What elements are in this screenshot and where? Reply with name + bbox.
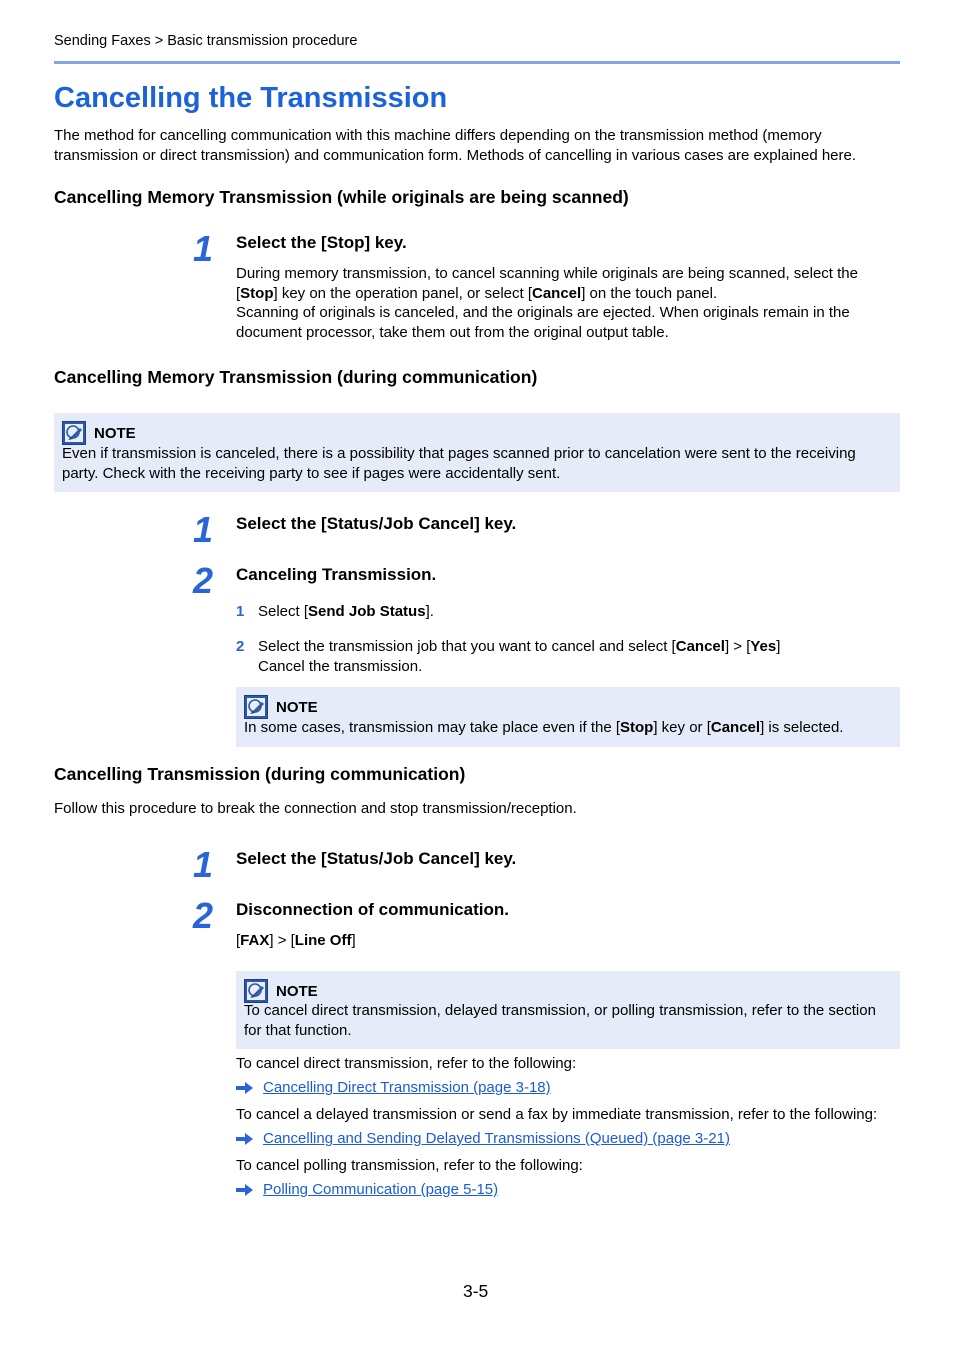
- note-pen-icon: [244, 979, 268, 1003]
- step-title: Select the [Stop] key.: [236, 233, 407, 252]
- reference-arrow-icon: [236, 1184, 253, 1196]
- sub-step: [236, 637, 900, 676]
- section-heading-memory-communication: Cancelling Memory Transmission (during communication): [54, 367, 538, 387]
- section-intro: Follow this procedure to break the connection and stop transmission/reception.: [54, 800, 577, 817]
- note-text: To cancel direct transmission, delayed transmission, or polling transmission, refer to the section for that function.: [244, 1002, 876, 1039]
- step-title: Select the [Status/Job Cancel] key.: [236, 849, 517, 868]
- sub-step-number: 1: [236, 603, 245, 620]
- reference-arrow-icon: [236, 1082, 253, 1094]
- note-header: [62, 421, 136, 445]
- breadcrumb: Sending Faxes > Basic transmission procedure: [54, 33, 358, 49]
- note-pen-icon: [62, 421, 86, 445]
- step-title: Select the [Status/Job Cancel] key.: [236, 514, 517, 533]
- step-description: During memory transmission, to cancel scanning while originals are being scanned, select the [Stop] key on the operation panel, or select [Cancel] on the touch panel. Scanning of originals is canceled, and the originals are ejected. When originals remain in the document processor, take them out from the original output table.: [236, 265, 858, 341]
- reference-intro: To cancel a delayed transmission or send a fax by immediate transmission, refer to the following:: [236, 1106, 878, 1123]
- link-cancelling-direct-transmission[interactable]: Cancelling Direct Transmission (page 3-18): [263, 1079, 551, 1096]
- note-header: [244, 979, 318, 1003]
- sub-step: [236, 602, 900, 622]
- step-number: 2: [192, 895, 214, 936]
- section-heading-transmission-communication: Cancelling Transmission (during communication): [54, 764, 466, 784]
- step-number: 1: [192, 844, 214, 885]
- page-number: 3-5: [463, 1281, 489, 1301]
- note-pen-icon: [244, 695, 268, 719]
- menu-path: [FAX] > [Line Off]: [236, 932, 356, 949]
- note-label: NOTE: [276, 982, 318, 1000]
- sub-step-text: Select [Send Job Status].: [258, 603, 434, 620]
- section-heading-memory-scanning: Cancelling Memory Transmission (while originals are being scanned): [54, 187, 629, 207]
- note-text: In some cases, transmission may take place even if the [Stop] key or [Cancel] is selected.: [244, 719, 844, 736]
- reference-intro: To cancel direct transmission, refer to the following:: [236, 1055, 577, 1072]
- page-title: Cancelling the Transmission: [54, 82, 448, 114]
- header-divider: [54, 61, 900, 64]
- note-text: Even if transmission is canceled, there is a possibility that pages scanned prior to cancelation were sent to the receiving party. Check with the receiving party to see if pages were accidentally sent.: [62, 445, 856, 482]
- step-title: Disconnection of communication.: [236, 900, 509, 919]
- reference-row: [236, 1181, 498, 1198]
- note-label: NOTE: [94, 424, 136, 442]
- note-box: [54, 413, 900, 492]
- link-polling-communication[interactable]: Polling Communication (page 5-15): [263, 1181, 499, 1198]
- reference-row: [236, 1130, 730, 1147]
- step-title: Canceling Transmission.: [236, 565, 437, 584]
- note-label: NOTE: [276, 698, 318, 716]
- step-number: 2: [192, 560, 214, 601]
- sub-step-number: 2: [236, 638, 245, 655]
- step-number: 1: [192, 509, 214, 550]
- reference-arrow-icon: [236, 1133, 253, 1145]
- intro-paragraph: The method for cancelling communication with this machine differs depending on the transmission method (memory transmission or direct transmission) and communication form. Methods of cancelling in various cases are explained here.: [54, 127, 857, 164]
- reference-intro: To cancel polling transmission, refer to the following:: [236, 1157, 583, 1174]
- reference-row: [236, 1079, 551, 1096]
- note-header: [244, 695, 318, 719]
- note-box: [236, 687, 900, 747]
- link-delayed-transmissions[interactable]: Cancelling and Sending Delayed Transmissions (Queued) (page 3-21): [263, 1130, 730, 1147]
- note-box: [236, 971, 900, 1049]
- step-number: 1: [192, 228, 214, 269]
- sub-step-text: Select the transmission job that you want to cancel and select [Cancel] > [Yes] Cancel the transmission.: [258, 638, 781, 675]
